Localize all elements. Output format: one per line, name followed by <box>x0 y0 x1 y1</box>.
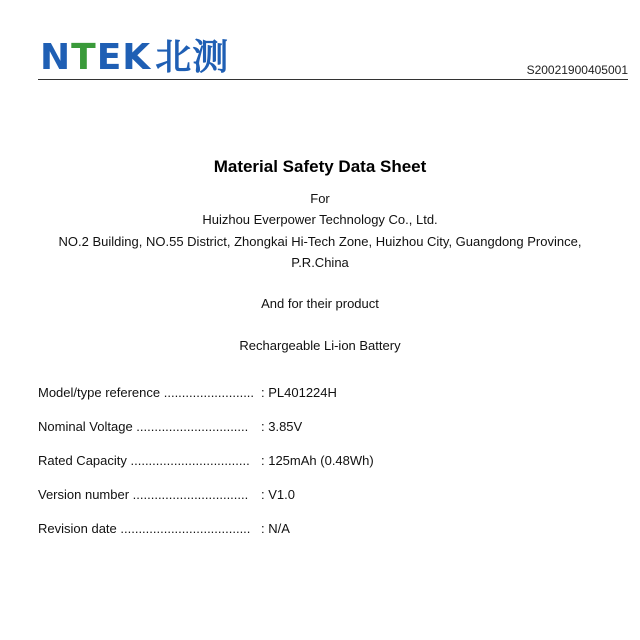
spec-value: : 3.85V <box>261 419 303 434</box>
product-intro: And for their product <box>261 296 379 311</box>
company-address-line2: P.R.China <box>291 255 349 270</box>
logo-letter-t-arrow-icon: T <box>71 37 97 78</box>
spec-row-revision-date <box>38 521 598 536</box>
spec-row-version <box>38 487 598 502</box>
spec-value: : 125mAh (0.48Wh) <box>261 453 374 468</box>
spec-value: : V1.0 <box>261 487 295 502</box>
logo-letter-n: N <box>40 37 72 78</box>
company-address-line1: NO.2 Building, NO.55 District, Zhongkai Hi-Tech Zone, Huizhou City, Guangdong Province, <box>58 234 582 249</box>
ntek-logo <box>40 37 230 78</box>
spec-row-voltage <box>38 419 598 434</box>
for-label: For <box>310 191 330 206</box>
spec-label: Model/type reference ......................... <box>38 385 255 400</box>
spec-label: Nominal Voltage ............................... <box>38 419 249 434</box>
logo-letters-ek: EK <box>96 37 152 78</box>
company-name: Huizhou Everpower Technology Co., Ltd. <box>202 212 438 227</box>
logo-chinese-text: 北测 <box>155 37 230 78</box>
spec-value: : N/A <box>261 521 290 536</box>
product-name: Rechargeable Li-ion Battery <box>239 338 401 353</box>
spec-row-capacity <box>38 453 598 468</box>
spec-label: Rated Capacity ................................. <box>38 453 250 468</box>
spec-label: Revision date .................................... <box>38 521 251 536</box>
spec-value: : PL401224H <box>261 385 337 400</box>
spec-row-model <box>38 385 598 400</box>
document-number: S20021900405001 <box>526 63 628 77</box>
spec-label: Version number ................................ <box>38 487 249 502</box>
document-title: Material Safety Data Sheet <box>213 157 427 176</box>
header-divider <box>38 79 628 80</box>
